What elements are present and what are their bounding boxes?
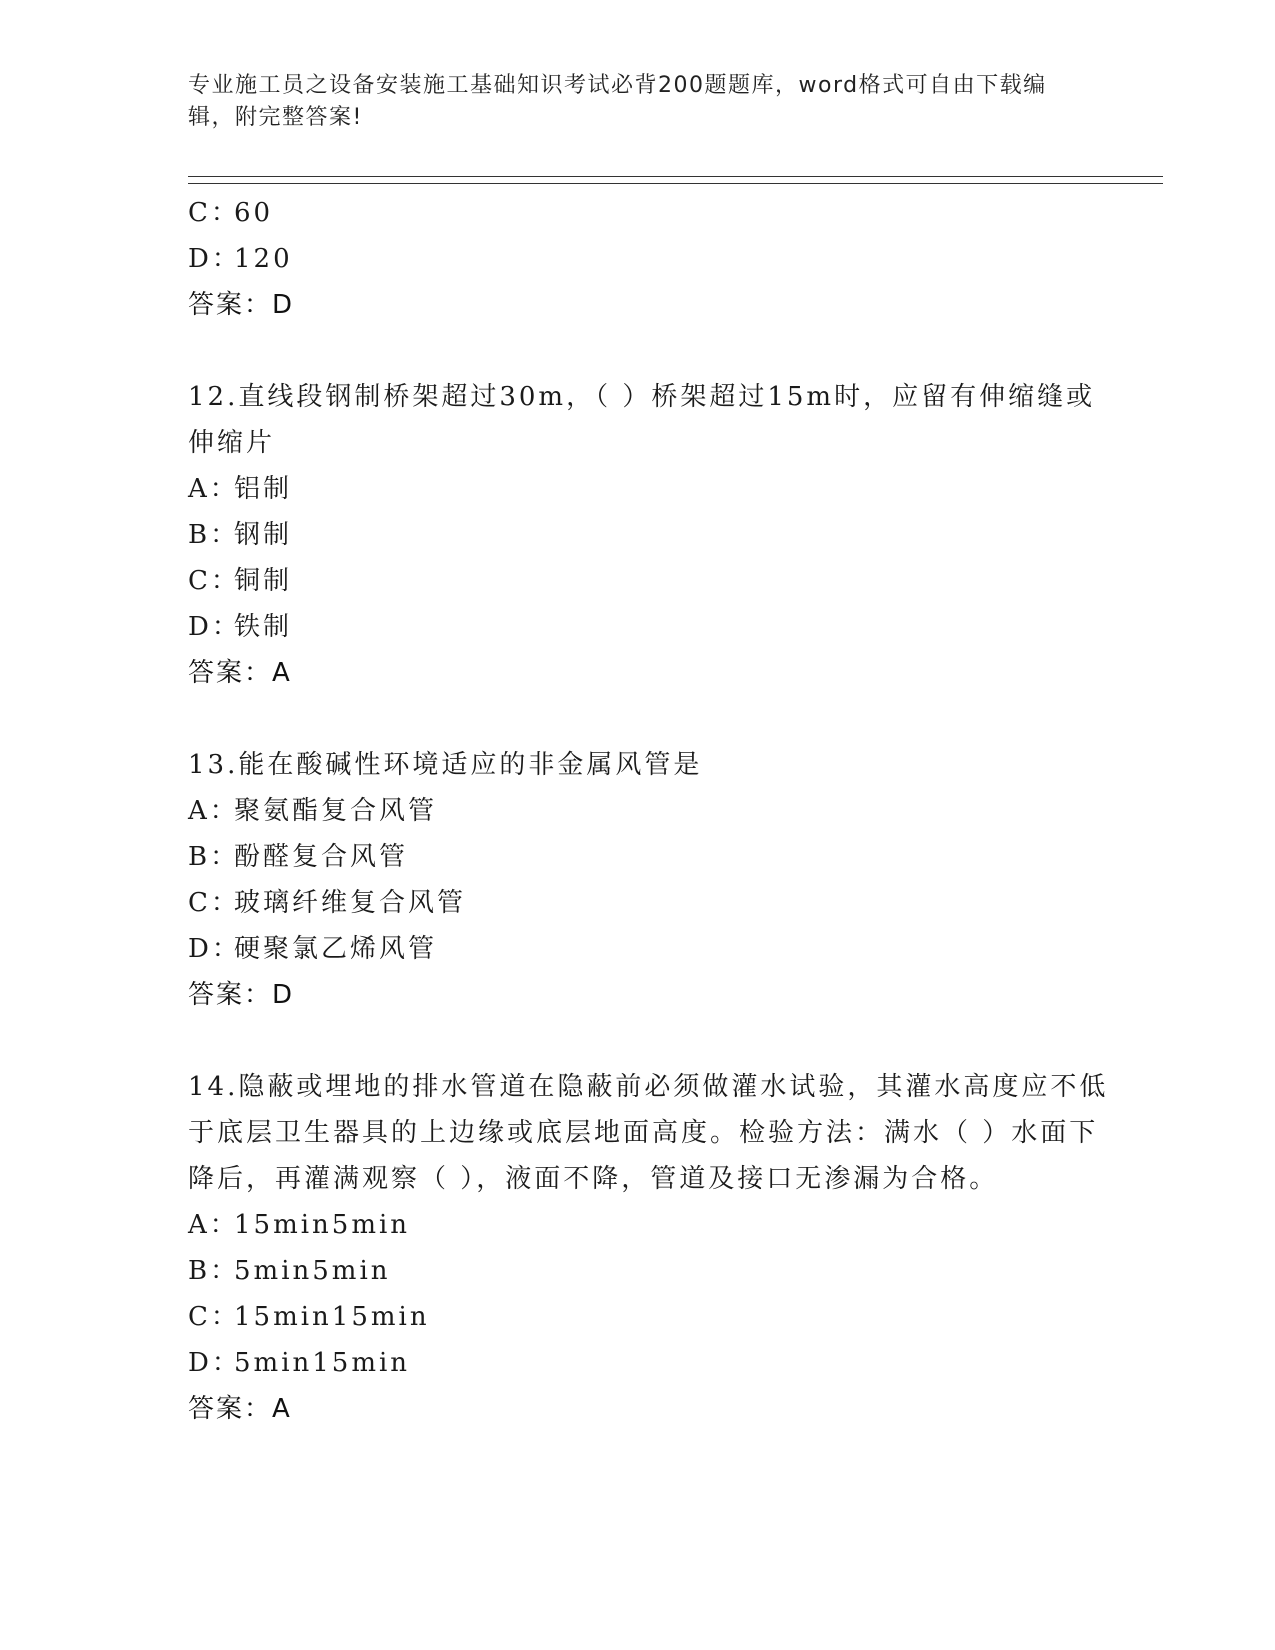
option-key: C： <box>188 198 240 228</box>
question-stem: 12.直线段钢制桥架超过30m，（ ）桥架超过15m时，应留有伸缩缝或伸缩片 <box>188 382 1096 458</box>
option-b <box>188 834 1118 880</box>
option-text: 铜制 <box>234 566 293 596</box>
question-block <box>188 374 1118 696</box>
question-block <box>188 742 1118 1018</box>
question-stem: 14.隐蔽或埋地的排水管道在隐蔽前必须做灌水试验，其灌水高度应不低于底层卫生器具的上边缘或底层地面高度。检验方法：满水（ ）水面下降后，再灌满观察（ ），液面不降，管道及接口无渗漏为合格。 <box>188 1072 1109 1194</box>
option-key: D： <box>188 612 241 642</box>
option-d <box>188 926 1118 972</box>
option-d <box>188 236 1118 282</box>
option-text: 玻璃纤维复合风管 <box>234 888 467 918</box>
option-d <box>188 604 1118 650</box>
option-key: A： <box>188 1210 239 1240</box>
document-header <box>188 70 1068 134</box>
option-key: B： <box>188 1256 240 1286</box>
option-key: D： <box>188 244 241 274</box>
option-key: C： <box>188 888 240 918</box>
option-text: 铁制 <box>234 612 293 642</box>
option-text: 铝制 <box>234 474 293 504</box>
spacer <box>188 328 1118 374</box>
answer-line: 答案：D <box>188 980 295 1010</box>
option-b <box>188 512 1118 558</box>
option-text: 硬聚氯乙烯风管 <box>234 934 438 964</box>
option-key: D： <box>188 1348 241 1378</box>
answer-line: 答案：D <box>188 290 295 320</box>
option-key: A： <box>188 796 239 826</box>
option-text: 60 <box>234 198 274 228</box>
question-block <box>188 1064 1118 1432</box>
option-text: 15min5min <box>234 1210 411 1240</box>
option-c <box>188 190 1118 236</box>
option-c <box>188 880 1118 926</box>
answer-line: 答案：A <box>188 1394 292 1424</box>
option-key: A： <box>188 474 239 504</box>
option-text: 酚醛复合风管 <box>234 842 409 872</box>
option-text: 钢制 <box>234 520 293 550</box>
option-text: 聚氨酯复合风管 <box>234 796 438 826</box>
spacer <box>188 1018 1118 1064</box>
header-rule-bottom <box>188 183 1163 184</box>
exam-content <box>188 190 1118 1432</box>
option-c <box>188 558 1118 604</box>
option-a <box>188 466 1118 512</box>
option-a <box>188 788 1118 834</box>
option-b <box>188 1248 1118 1294</box>
spacer <box>188 696 1118 742</box>
option-d <box>188 1340 1118 1386</box>
option-text: 5min5min <box>234 1256 391 1286</box>
answer-line: 答案：A <box>188 658 292 688</box>
question-stem: 13.能在酸碱性环境适应的非金属风管是 <box>188 750 703 780</box>
option-key: C： <box>188 566 240 596</box>
option-text: 120 <box>234 244 293 274</box>
header-title: 专业施工员之设备安装施工基础知识考试必背200题题库，word格式可自由下载编辑，附完整答案! <box>188 73 1047 130</box>
option-key: B： <box>188 520 240 550</box>
option-key: D： <box>188 934 241 964</box>
option-text: 5min15min <box>234 1348 411 1378</box>
option-a <box>188 1202 1118 1248</box>
option-key: B： <box>188 842 240 872</box>
question-fragment <box>188 190 1118 328</box>
header-rule-top <box>188 176 1163 177</box>
option-text: 15min15min <box>234 1302 430 1332</box>
option-key: C： <box>188 1302 240 1332</box>
option-c <box>188 1294 1118 1340</box>
